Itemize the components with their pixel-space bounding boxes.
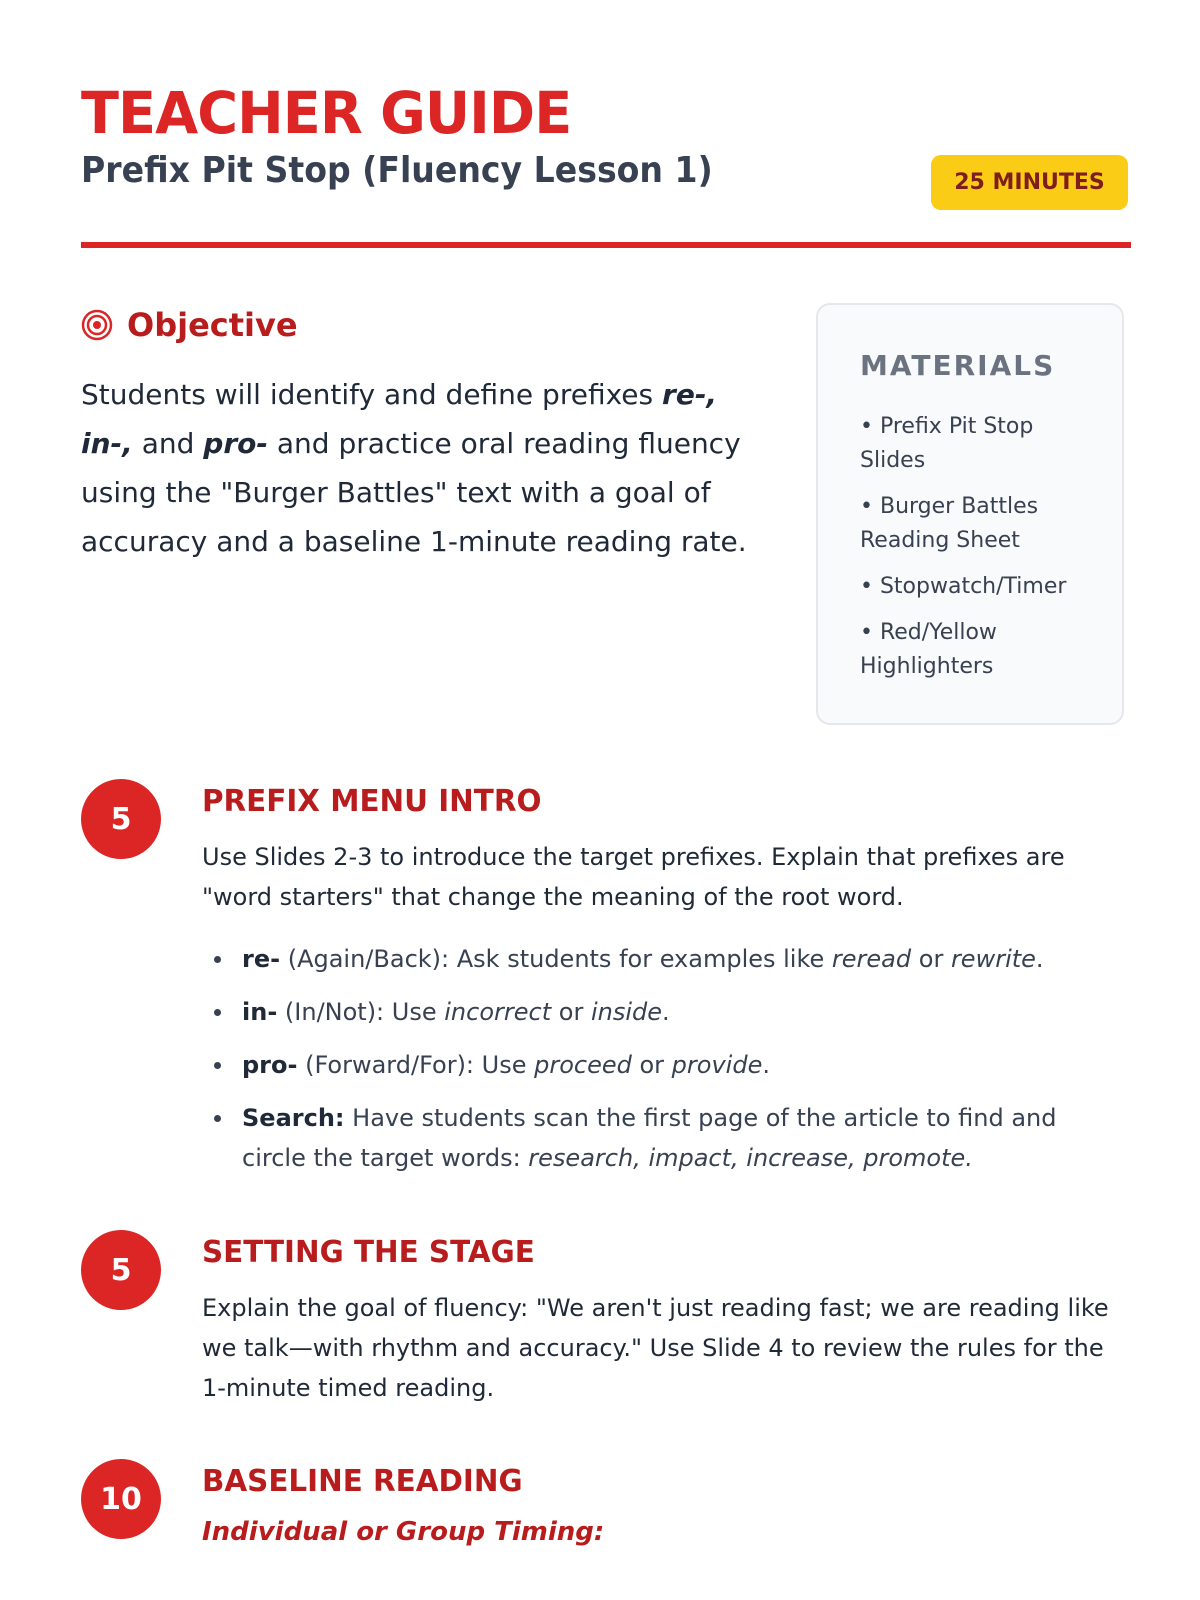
duration-badge: 25 MINUTES <box>931 155 1128 210</box>
step-title: BASELINE READING <box>202 1464 523 1499</box>
prefix-bullet-list <box>202 939 1122 1178</box>
step-minutes-badge: 5 <box>81 779 161 859</box>
step-description: Explain the goal of fluency: "We aren't just reading fast; we are reading like we talk—with rhythm and accuracy." Use Slide 4 to review the rules for the 1-minute timed reading. <box>202 1294 1109 1402</box>
material-item: • Burger Battles Reading Sheet <box>860 494 1039 553</box>
materials-box <box>816 303 1124 725</box>
material-item: • Prefix Pit Stop Slides <box>860 414 1034 473</box>
header-divider <box>81 242 1131 248</box>
step-minutes-badge: 5 <box>81 1230 161 1310</box>
step-description: Use Slides 2-3 to introduce the target prefixes. Explain that prefixes are "word starters" that change the meaning of the root word. <box>202 843 1065 911</box>
lesson-subtitle: Prefix Pit Stop (Fluency Lesson 1) <box>81 150 713 191</box>
material-item: • Stopwatch/Timer <box>860 574 1067 599</box>
list-item: pro- (Forward/For): Use proceed or provide. <box>202 1045 1122 1085</box>
page-title: TEACHER GUIDE <box>81 79 572 147</box>
objective-heading <box>81 306 298 344</box>
step-subheading: Individual or Group Timing: <box>202 1517 605 1547</box>
target-icon <box>81 309 113 341</box>
list-item: re- (Again/Back): Ask students for examples like reread or rewrite. <box>202 939 1122 979</box>
materials-list <box>860 410 1086 684</box>
step-title: SETTING THE STAGE <box>202 1235 535 1270</box>
list-item: in- (In/Not): Use incorrect or inside. <box>202 992 1122 1032</box>
step-title: PREFIX MENU INTRO <box>202 784 542 819</box>
material-item: • Red/Yellow Highlighters <box>860 620 997 679</box>
prefix-in: in-, <box>81 427 133 460</box>
step-minutes-badge: 10 <box>81 1459 161 1539</box>
materials-title: MATERIALS <box>860 349 1056 382</box>
objective-text: Students will identify and define prefixes re-, in-, and pro- and practice oral reading fluency using the "Burger Battles" text with a goal of accuracy and a baseline 1-minute reading rate. <box>81 378 747 558</box>
list-item: Search: Have students scan the first page of the article to find and circle the target words: research, impact, increase, promote. <box>202 1098 1122 1178</box>
objective-label: Objective <box>127 306 298 344</box>
prefix-re: re-, <box>662 378 718 411</box>
prefix-pro: pro- <box>203 427 268 460</box>
